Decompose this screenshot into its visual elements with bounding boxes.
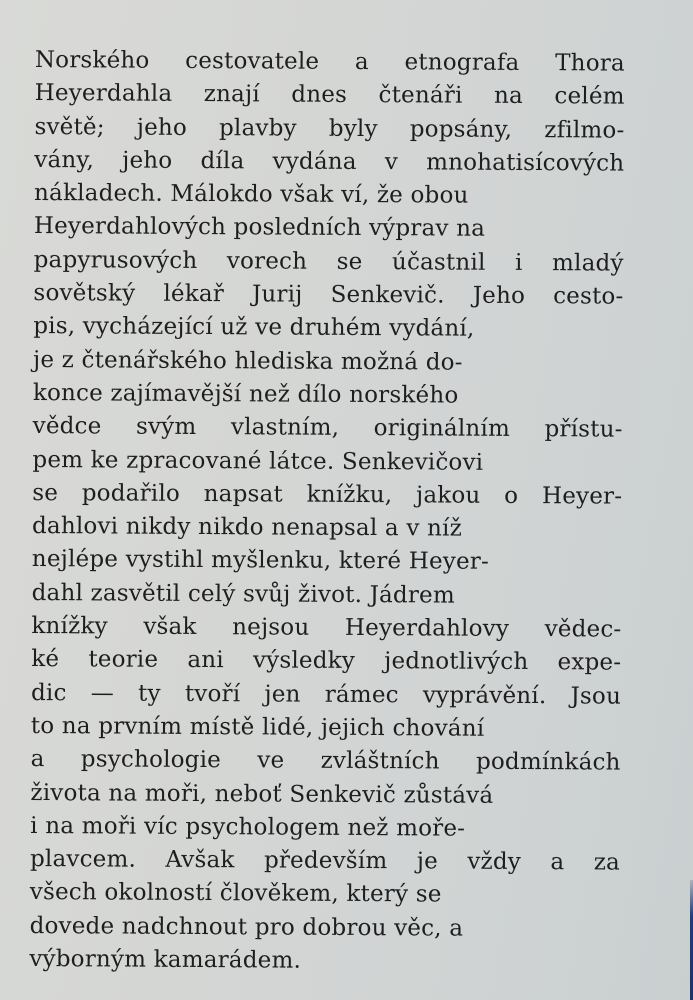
text-line: se podařilo napsat knížku, jakou o Heyer- xyxy=(32,479,623,510)
text-line: života na moři, neboť Senkevič zůstává xyxy=(30,779,494,809)
text-line: Heyerdahla znají dnes čtenáři na celém xyxy=(34,80,625,110)
text-line: to na prvním místě lidé, jejich chování xyxy=(30,712,485,742)
text-line: dic — ty tvoří jen rámec vyprávění. Jsou xyxy=(30,679,622,710)
text-line: papyrusových vorech se účastnil i mladý xyxy=(33,246,624,277)
text-line: pem ke zpracované látce. Senkevičovi xyxy=(32,446,484,476)
text-line: světě; jeho plavby byly popsány, zfilmo- xyxy=(34,113,625,144)
text-line: dahl zasvětil celý svůj život. Jádrem xyxy=(31,579,456,609)
text-line: nákladech. Málokdo však ví, že obou xyxy=(34,180,469,209)
text-line: dovede nadchnout pro dobrou věc, a xyxy=(29,912,464,942)
text-line: Heyerdahlových posledních výprav na xyxy=(33,213,486,243)
text-line: výborným kamarádem. xyxy=(29,945,302,974)
text-line: ké teorie ani výsledky jednotlivých expe- xyxy=(31,646,622,676)
text-line: všech okolností člověkem, který se xyxy=(29,879,442,908)
text-line: dahlovi nikdy nikdo nenapsal a v níž xyxy=(31,513,463,542)
text-line: nejlépe vystihl myšlenku, které Heyer- xyxy=(31,546,490,576)
text-line: konce zajímavější než dílo norského xyxy=(32,379,459,409)
text-line: je z čtenářského hlediska možná do- xyxy=(32,346,463,376)
text-line: sovětský lékař Jurij Senkevič. Jeho cesto- xyxy=(33,280,624,310)
paragraph xyxy=(29,44,625,980)
text-line: i na moři víc psychologem než moře- xyxy=(30,812,466,842)
text-line: knížky však nejsou Heyerdahlovy vědec- xyxy=(31,613,622,643)
text-line: plavcem. Avšak především je vždy a za xyxy=(29,846,621,876)
text-line: vědce svým vlastním, originálním přístu- xyxy=(32,413,623,443)
text-line: Norského cestovatele a etnografa Thora xyxy=(34,46,625,77)
text-line: pis, vycházející už ve druhém vydání, xyxy=(33,313,475,343)
text-line: vány, jeho díla vydána v mnohatisícových xyxy=(34,146,625,177)
text-line: a psychologie ve zvláštních podmínkách xyxy=(30,746,621,776)
